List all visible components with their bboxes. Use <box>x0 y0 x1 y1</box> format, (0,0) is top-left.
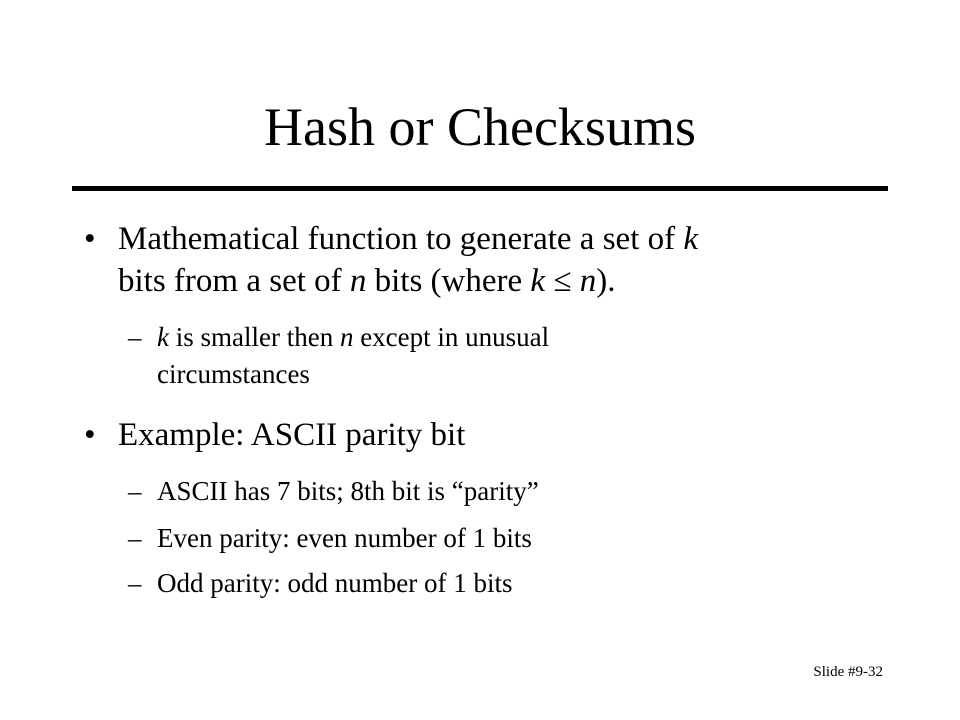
subbullet-4-text: Odd parity: odd number of 1 bits <box>157 568 513 598</box>
var-n: n <box>349 263 367 299</box>
leq-symbol: ≤ <box>545 263 580 299</box>
subbullet-marker: – <box>128 568 142 598</box>
bullet-2-text: Example: ASCII parity bit <box>118 417 466 453</box>
bullet-marker: • <box>84 417 96 453</box>
subbullet-marker: – <box>128 476 142 506</box>
bullet-1-text: ). <box>596 263 616 299</box>
bullet-marker: • <box>84 221 96 257</box>
bullet-1-line-2 <box>118 259 615 303</box>
bullet-1-text: bits from a set of <box>118 263 350 299</box>
var-n: n <box>339 322 354 352</box>
subbullet-text: except in unusual <box>353 322 550 352</box>
subbullet-3-text: Even parity: even number of 1 bits <box>157 523 532 553</box>
var-n: n <box>579 263 597 299</box>
subbullet-1-line-2: circumstances <box>157 359 310 389</box>
bullet-1-line-1 <box>118 217 698 261</box>
subbullet-1-line-1 <box>157 320 549 354</box>
title-divider <box>72 186 888 191</box>
var-k: k <box>157 322 169 352</box>
slide-number: Slide #9-32 <box>813 664 883 680</box>
subbullet-2-text: ASCII has 7 bits; 8th bit is “parity” <box>157 476 539 506</box>
bullet-1-text: bits (where <box>366 263 531 299</box>
subbullet-marker: – <box>128 322 142 352</box>
slide-title: Hash or Checksums <box>264 97 696 157</box>
subbullet-text: is smaller then <box>168 322 340 352</box>
var-k: k <box>530 263 546 299</box>
var-k: k <box>683 221 699 257</box>
subbullet-marker: – <box>128 523 142 553</box>
bullet-1-text: Mathematical function to generate a set of <box>118 221 684 257</box>
